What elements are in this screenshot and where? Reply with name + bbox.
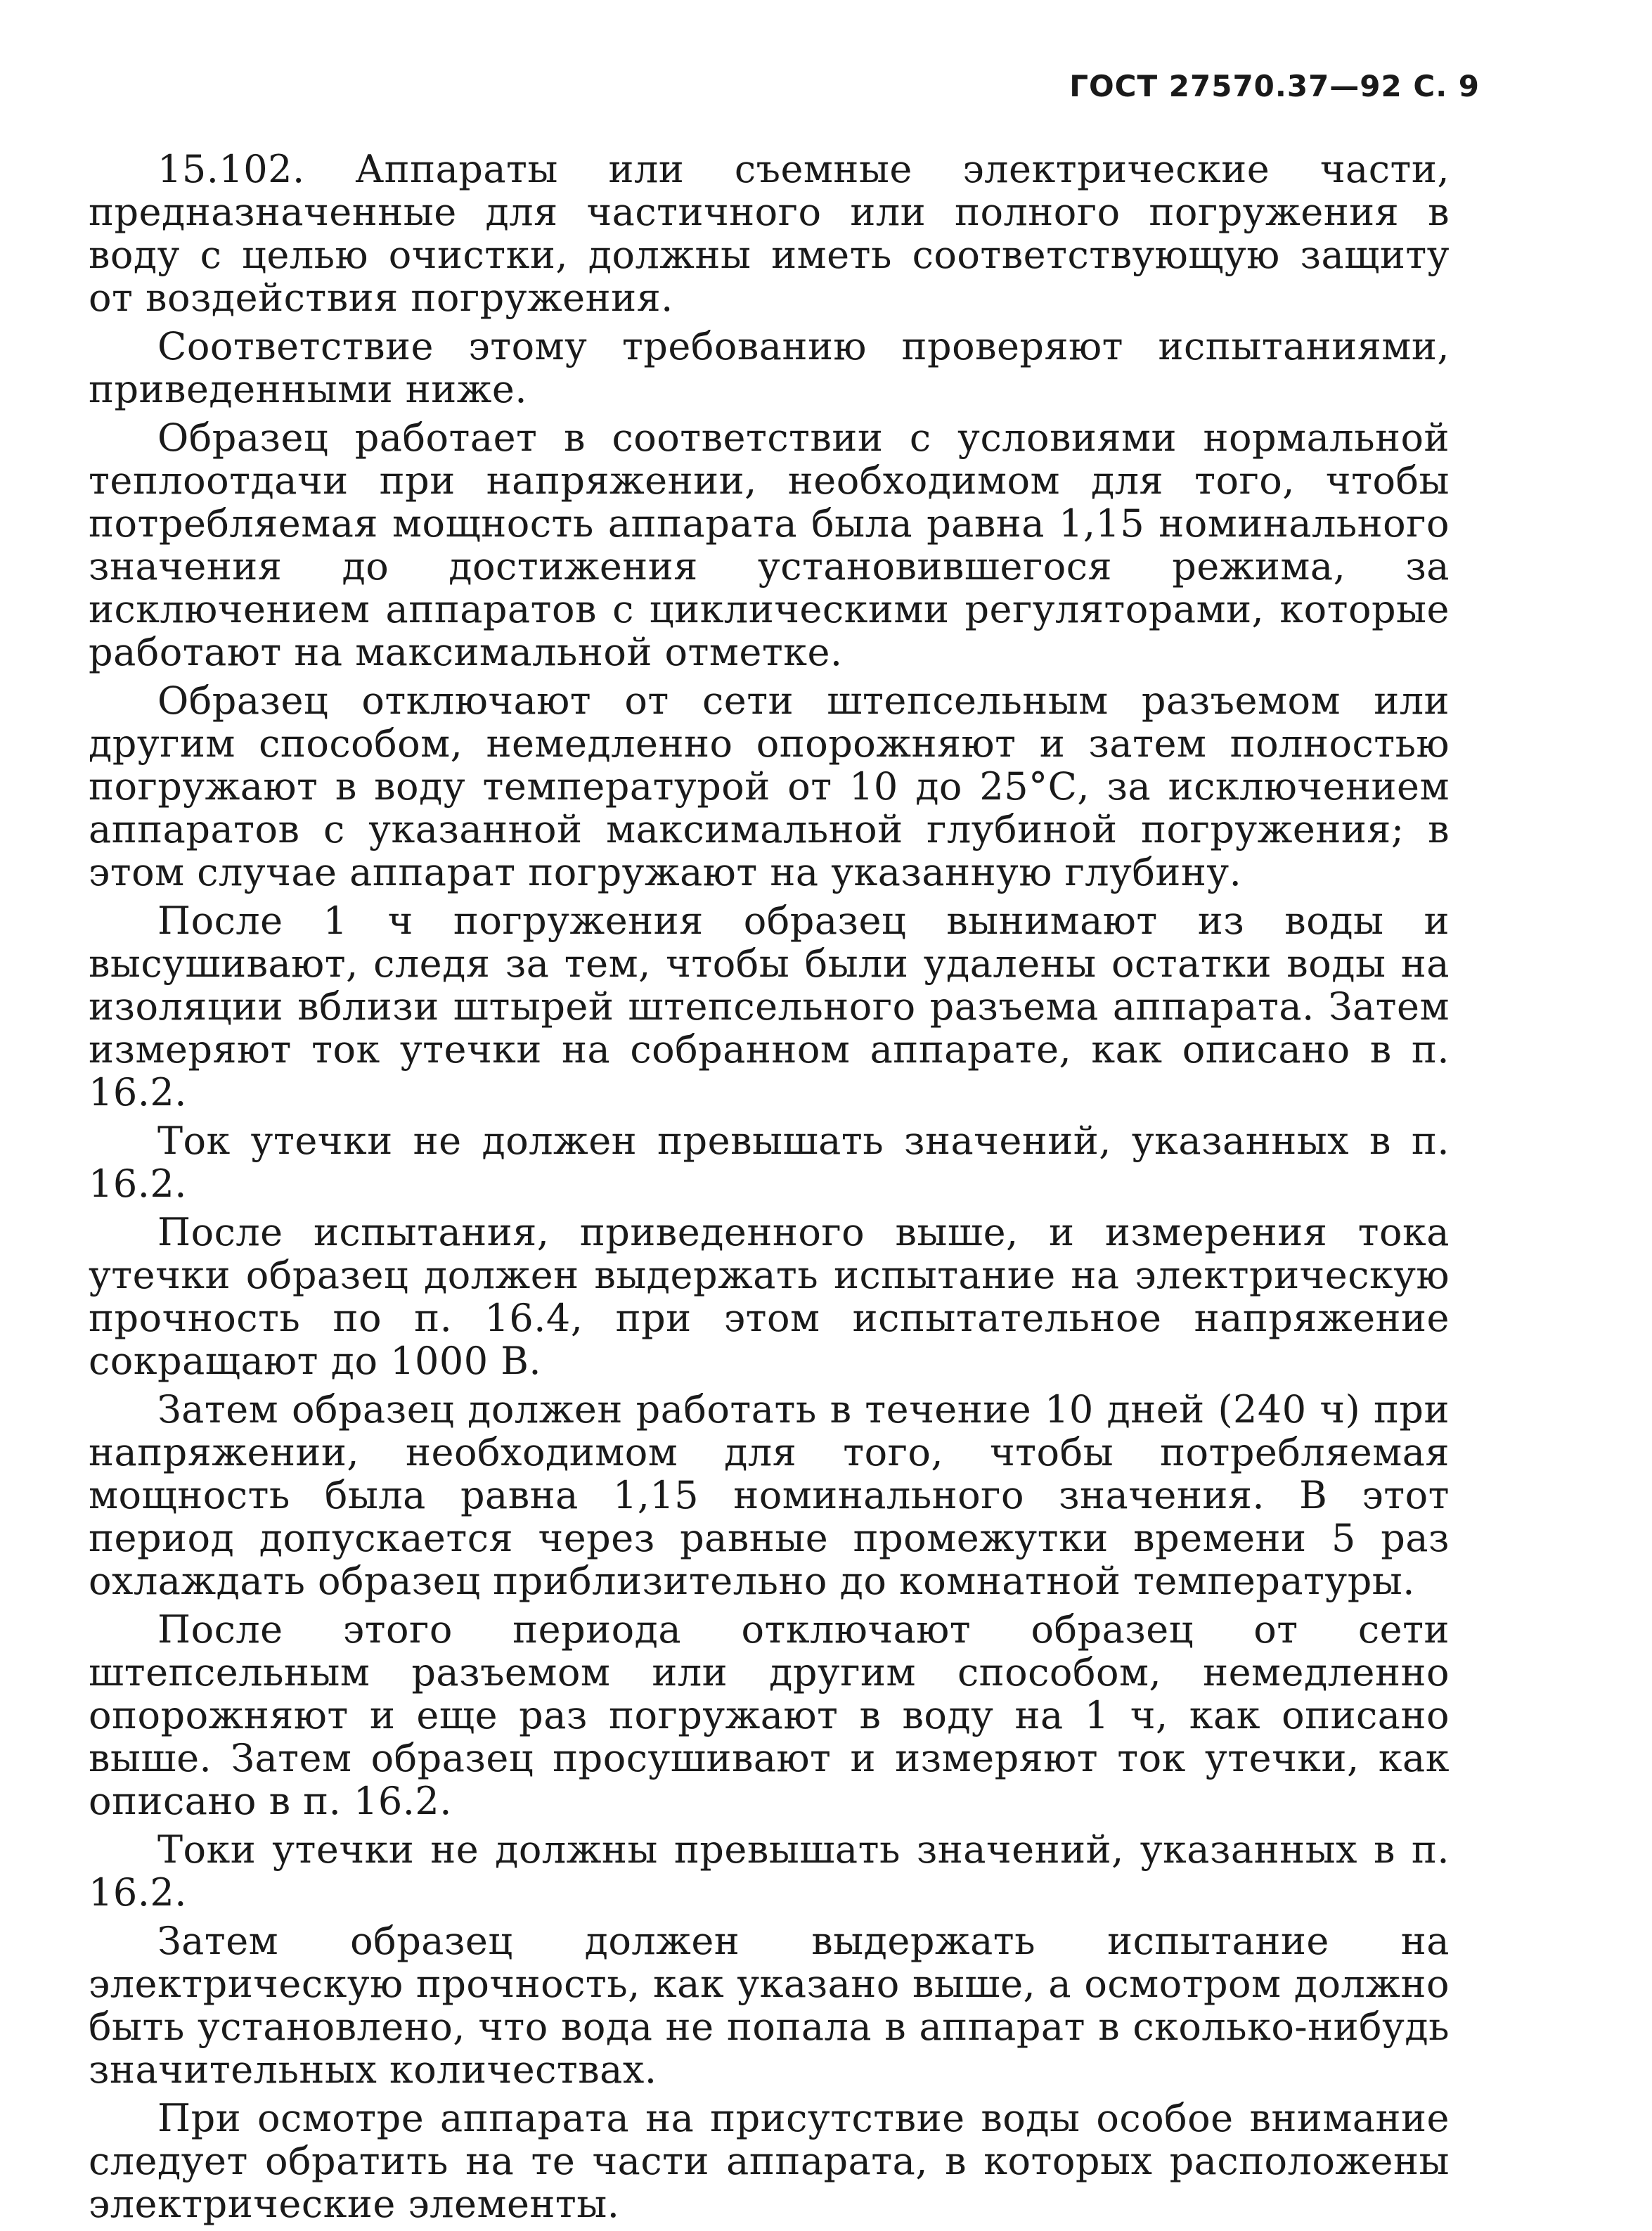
paragraph-inspection: При осмотре аппарата на присутствие воды особое внимание следует обратить на те части аппарата, в которых расположены электрические элементы.: [89, 2096, 1450, 2226]
paragraph-disconnect-immerse: Образец отключают от сети штепсельным разъемом или другим способом, немедленно опорожняют и затем полностью погружают в воду температурой от 10 до 25°С, за исключением аппаратов с указанной максимальной глубиной погружения; в этом случае аппарат погружают на указанную глубину.: [89, 679, 1450, 894]
page-header: ГОСТ 27570.37—92 С. 9: [1069, 69, 1480, 103]
paragraph-final-strength-test: Затем образец должен выдержать испытание на электрическую прочность, как указано выше, а осмотром должно быть установлено, что вода не попала в аппарат в сколько-нибудь значительных количествах.: [89, 1919, 1450, 2092]
paragraph-after-immersion: После 1 ч погружения образец вынимают из воды и высушивают, следя за тем, чтобы были удалены остатки воды на изоляции вблизи штырей штепсельного разъема аппарата. Затем измеряют ток утечки на собранном аппарате, как описано в п. 16.2.: [89, 899, 1450, 1114]
document-body: [89, 148, 1450, 2231]
paragraph-leakage-currents: Токи утечки не должны превышать значений, указанных в п. 16.2.: [89, 1827, 1450, 1915]
paragraph-second-immersion: После этого периода отключают образец от сети штепсельным разъемом или другим способом, немедленно опорожняют и еще раз погружают в воду на 1 ч, как описано выше. Затем образец просушивают и измеряют ток утечки, как описано в п. 16.2.: [89, 1607, 1450, 1823]
paragraph-sample-operation: Образец работает в соответствии с условиями нормальной теплоотдачи при напряжении, необходимом для того, чтобы потребляемая мощность аппарата была равна 1,15 номинального значения до достижения установившегося режима, за исключением аппаратов с циклическими регуляторами, которые работают на максимальной отметке.: [89, 416, 1450, 674]
paragraph-15-102: 15.102. Аппараты или съемные электрические части, предназначенные для частичного или полного погружения в воду с целью очистки, должны иметь соответствующую защиту от воздействия погружения.: [89, 147, 1450, 320]
paragraph-leakage-limit: Ток утечки не должен превышать значений, указанных в п. 16.2.: [89, 1119, 1450, 1206]
paragraph-ten-day-operation: Затем образец должен работать в течение 10 дней (240 ч) при напряжении, необходимом для того, чтобы потребляемая мощность была равна 1,15 номинального значения. В этот период допускается через равные промежутки времени 5 раз охлаждать образец приблизительно до комнатной температуры.: [89, 1387, 1450, 1603]
paragraph-compliance-check: Соответствие этому требованию проверяют испытаниями, приведенными ниже.: [89, 324, 1450, 411]
paragraph-electric-strength: После испытания, приведенного выше, и измерения тока утечки образец должен выдержать испытание на электрическую прочность по п. 16.4, при этом испытательное напряжение сокращают до 1000 В.: [89, 1210, 1450, 1383]
